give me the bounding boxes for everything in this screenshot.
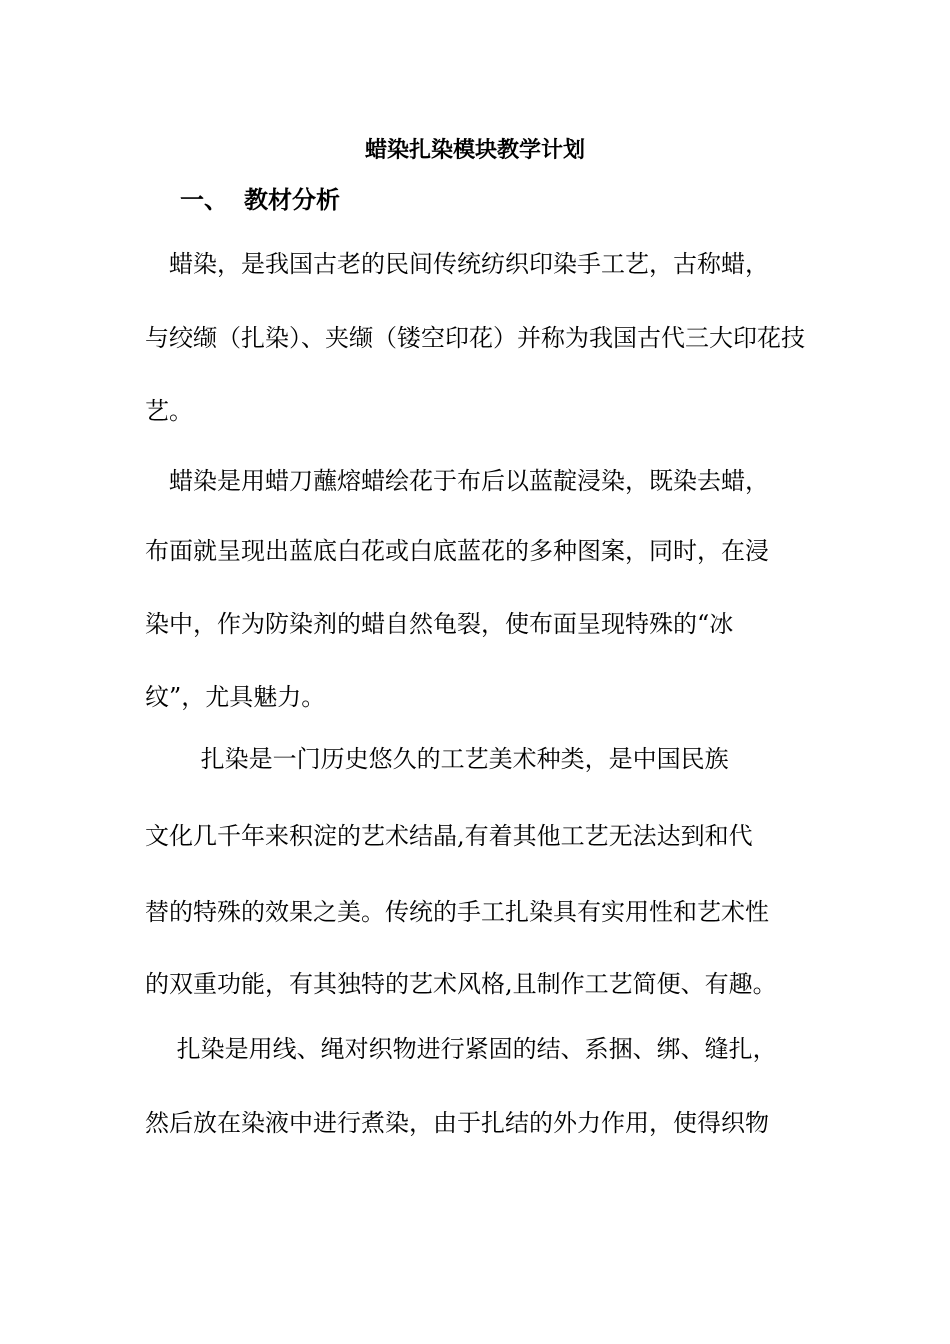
paragraph-line: 与绞缬（扎染）、夹缬（镂空印花）并称为我国古代三大印花技 bbox=[145, 324, 805, 352]
paragraph-line: 染中，作为防染剂的蜡自然龟裂，使布面呈现特殊的“冰 bbox=[145, 610, 734, 638]
paragraph-line: 布面就呈现出蓝底白花或白底蓝花的多种图案，同时，在浸 bbox=[145, 537, 769, 565]
paragraph-line: 蜡染，是我国古老的民间传统纺织印染手工艺，古称蜡， bbox=[145, 250, 769, 278]
section-number: 一、 bbox=[180, 185, 228, 214]
paragraph-line: 纹”，尤具魅力。 bbox=[145, 683, 326, 711]
paragraph-line: 艺。 bbox=[145, 397, 193, 425]
section-heading bbox=[180, 184, 340, 216]
paragraph-line: 扎染是用线、绳对织物进行紧固的结、系捆、绑、缝扎， bbox=[145, 1035, 777, 1063]
paragraph-line: 扎染是一门历史悠久的工艺美术种类，是中国民族 bbox=[145, 745, 729, 773]
paragraph-line: 蜡染是用蜡刀蘸熔蜡绘花于布后以蓝靛浸染，既染去蜡， bbox=[145, 467, 769, 495]
paragraph-line: 的双重功能，有其独特的艺术风格,且制作工艺简便、有趣。 bbox=[145, 970, 777, 998]
paragraph-line: 替的特殊的效果之美。传统的手工扎染具有实用性和艺术性 bbox=[145, 898, 769, 926]
paragraph-line: 然后放在染液中进行煮染，由于扎结的外力作用，使得织物 bbox=[145, 1109, 769, 1137]
document-title: 蜡染扎染模块教学计划 bbox=[364, 137, 585, 163]
section-title: 教材分析 bbox=[244, 185, 340, 214]
paragraph-line: 文化几千年来积淀的艺术结晶,有着其他工艺无法达到和代 bbox=[145, 822, 753, 850]
